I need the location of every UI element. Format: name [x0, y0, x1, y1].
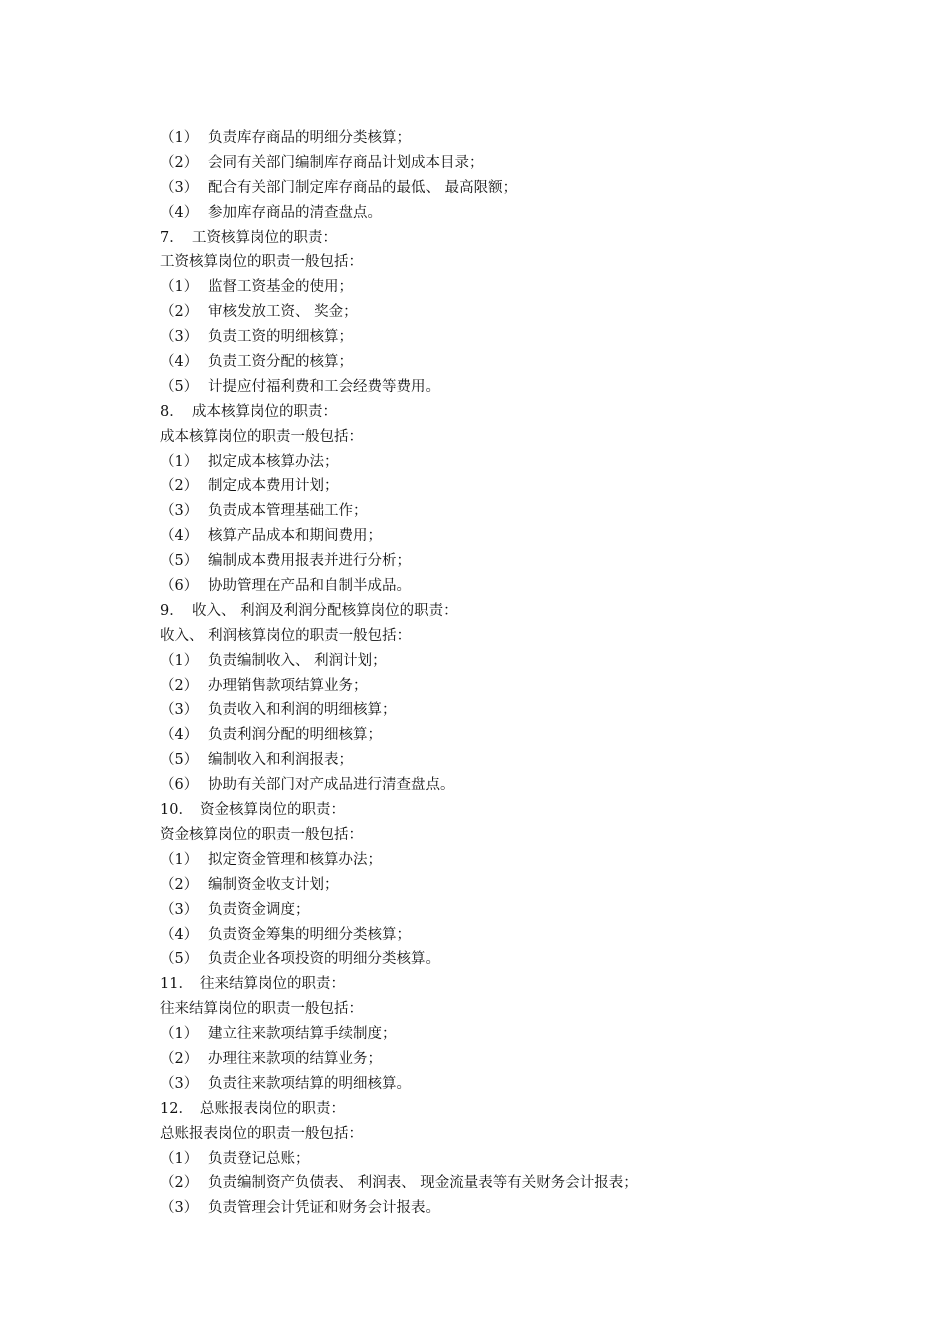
list-item: [160, 898, 880, 923]
intro-text: 总账报表岗位的职责一般包括：: [160, 1125, 363, 1142]
item-text: 负责库存商品的明细分类核算；: [208, 130, 411, 146]
intro-text: 成本核算岗位的职责一般包括：: [160, 428, 363, 445]
item-number: （4）: [160, 727, 199, 744]
item-text: 计提应付福利费和工会经费等费用。: [208, 378, 440, 395]
heading-number: 8．: [160, 403, 184, 420]
intro-line: [160, 997, 880, 1022]
item-text: 负责成本管理基础工作；: [208, 503, 368, 520]
item-text: 负责编制资产负债表、 利润表、 现金流量表等有关财务会计报表；: [208, 1175, 638, 1192]
list-item: [160, 499, 880, 524]
intro-line: [160, 1122, 880, 1147]
section-heading: [160, 226, 880, 251]
intro-text: 往来结算岗位的职责一般包括：: [160, 1001, 363, 1018]
item-number: （3）: [160, 329, 199, 346]
list-item: [160, 300, 880, 325]
item-number: （4）: [160, 926, 199, 943]
item-number: （3）: [160, 1075, 199, 1092]
list-item: [160, 1022, 880, 1047]
item-number: （2）: [160, 154, 199, 171]
list-item: [160, 201, 880, 226]
item-number: （6）: [160, 578, 199, 595]
item-text: 办理销售款项结算业务；: [208, 677, 368, 694]
heading-number: 7．: [160, 229, 184, 246]
document-body: [160, 126, 880, 1221]
item-text: 办理往来款项的结算业务；: [208, 1050, 382, 1067]
item-text: 参加库存商品的清查盘点。: [208, 204, 382, 221]
item-text: 制定成本费用计划；: [208, 478, 339, 495]
item-number: （2）: [160, 478, 199, 495]
list-item: [160, 873, 880, 898]
item-number: （1）: [160, 851, 199, 868]
item-text: 拟定成本核算办法；: [208, 453, 339, 470]
list-item: [160, 773, 880, 798]
item-text: 监督工资基金的使用；: [208, 279, 353, 296]
item-text: 负责工资分配的核算；: [208, 354, 353, 371]
intro-text: 收入、 利润核算岗位的职责一般包括：: [160, 627, 412, 644]
heading-text: 成本核算岗位的职责：: [192, 403, 337, 420]
item-number: （6）: [160, 777, 199, 794]
item-number: （2）: [160, 677, 199, 694]
intro-line: [160, 425, 880, 450]
list-item: [160, 1047, 880, 1072]
item-number: （3）: [160, 503, 199, 520]
item-text: 负责资金筹集的明细分类核算；: [208, 926, 411, 943]
section-heading: [160, 599, 880, 624]
list-item: [160, 126, 880, 151]
item-text: 核算产品成本和期间费用；: [208, 528, 382, 545]
intro-text: 工资核算岗位的职责一般包括：: [160, 254, 363, 271]
item-text: 负责往来款项结算的明细核算。: [208, 1075, 411, 1092]
item-text: 负责资金调度；: [208, 901, 310, 918]
list-item: [160, 649, 880, 674]
item-text: 拟定资金管理和核算办法；: [208, 851, 382, 868]
intro-line: [160, 823, 880, 848]
list-item: [160, 574, 880, 599]
item-number: （1）: [160, 453, 199, 470]
item-text: 协助有关部门对产成品进行清查盘点。: [208, 777, 455, 794]
heading-text: 工资核算岗位的职责：: [192, 229, 337, 246]
item-number: （4）: [160, 354, 199, 371]
item-number: （4）: [160, 204, 199, 221]
item-number: （3）: [160, 901, 199, 918]
list-item: [160, 450, 880, 475]
list-item: [160, 947, 880, 972]
list-item: [160, 1196, 880, 1221]
heading-text: 收入、 利润及利润分配核算岗位的职责：: [192, 602, 458, 619]
list-item: [160, 474, 880, 499]
item-text: 协助管理在产品和自制半成品。: [208, 578, 411, 595]
item-text: 会同有关部门编制库存商品计划成本目录；: [208, 154, 484, 171]
heading-text: 总账报表岗位的职责：: [200, 1100, 345, 1117]
list-item: [160, 1171, 880, 1196]
item-number: （3）: [160, 1200, 199, 1217]
item-number: （1）: [160, 1026, 199, 1043]
section-heading: [160, 1097, 880, 1122]
intro-line: [160, 624, 880, 649]
item-text: 负责编制收入、 利润计划；: [208, 652, 387, 669]
item-text: 负责管理会计凭证和财务会计报表。: [208, 1200, 440, 1217]
item-number: （1）: [160, 279, 199, 296]
list-item: [160, 723, 880, 748]
intro-line: [160, 250, 880, 275]
list-item: [160, 1072, 880, 1097]
item-number: （5）: [160, 378, 199, 395]
item-text: 负责收入和利润的明细核算；: [208, 702, 397, 719]
section-heading: [160, 798, 880, 823]
item-number: （3）: [160, 702, 199, 719]
heading-number: 9．: [160, 602, 184, 619]
item-text: 编制资金收支计划；: [208, 876, 339, 893]
item-number: （5）: [160, 752, 199, 769]
list-item: [160, 748, 880, 773]
item-text: 负责企业各项投资的明细分类核算。: [208, 951, 440, 968]
item-text: 负责工资的明细核算；: [208, 329, 353, 346]
item-number: （5）: [160, 553, 199, 570]
list-item: [160, 151, 880, 176]
list-item: [160, 375, 880, 400]
item-number: （1）: [160, 130, 199, 146]
heading-text: 往来结算岗位的职责：: [200, 976, 345, 993]
item-number: （3）: [160, 179, 199, 196]
section-heading: [160, 972, 880, 997]
item-text: 编制收入和利润报表；: [208, 752, 353, 769]
item-text: 建立往来款项结算手续制度；: [208, 1026, 397, 1043]
item-text: 审核发放工资、 奖金；: [208, 304, 358, 321]
item-number: （1）: [160, 652, 199, 669]
list-item: [160, 524, 880, 549]
item-text: 配合有关部门制定库存商品的最低、 最高限额；: [208, 179, 518, 196]
section-heading: [160, 400, 880, 425]
list-item: [160, 350, 880, 375]
list-item: [160, 848, 880, 873]
item-text: 负责利润分配的明细核算；: [208, 727, 382, 744]
item-text: 负责登记总账；: [208, 1150, 310, 1167]
item-number: （2）: [160, 876, 199, 893]
heading-number: 10．: [160, 802, 193, 819]
list-item: [160, 325, 880, 350]
list-item: [160, 674, 880, 699]
list-item: [160, 176, 880, 201]
heading-number: 11．: [160, 976, 193, 993]
list-item: [160, 275, 880, 300]
list-item: [160, 923, 880, 948]
heading-number: 12．: [160, 1100, 193, 1117]
item-number: （2）: [160, 1175, 199, 1192]
list-item: [160, 698, 880, 723]
item-number: （2）: [160, 1050, 199, 1067]
heading-text: 资金核算岗位的职责：: [200, 802, 345, 819]
item-number: （5）: [160, 951, 199, 968]
item-number: （4）: [160, 528, 199, 545]
list-item: [160, 1147, 880, 1172]
intro-text: 资金核算岗位的职责一般包括：: [160, 826, 363, 843]
item-number: （1）: [160, 1150, 199, 1167]
list-item: [160, 549, 880, 574]
item-number: （2）: [160, 304, 199, 321]
item-text: 编制成本费用报表并进行分析；: [208, 553, 411, 570]
